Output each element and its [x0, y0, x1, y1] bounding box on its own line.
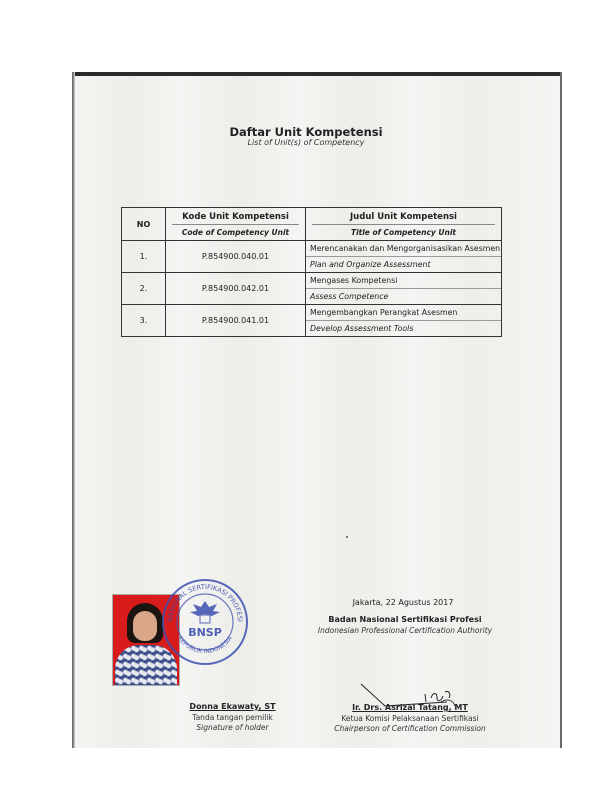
bnsp-seal-stamp [160, 577, 250, 667]
document-title: Daftar Unit Kompetensi [229, 125, 383, 139]
header-title-label: Judul Unit Kompetensi [312, 210, 495, 225]
table-row [122, 241, 502, 273]
row-code: P.854900.041.01 [166, 305, 306, 337]
row-no: 3. [122, 305, 166, 337]
header-no: NO [122, 208, 166, 241]
table-row [122, 305, 502, 337]
chairperson-title-en: Chairperson of Certification Commission [334, 724, 486, 733]
issuer-name: Badan Nasional Sertifikasi Profesi [328, 615, 482, 624]
table-row [122, 273, 502, 305]
row-title-en: Plan and Organize Assessment [310, 260, 431, 269]
holder-name: Donna Ekawaty, ST [189, 702, 276, 711]
photo-face [133, 611, 157, 641]
row-title-cell [306, 241, 502, 273]
row-title: Mengembangkan Perangkat Asesmen [306, 305, 501, 321]
competency-table [121, 207, 502, 337]
seal-center-text: BNSP [188, 626, 222, 639]
signature-stroke [425, 691, 450, 702]
issuer-name-en: Indonesian Professional Certification Authority [317, 626, 493, 635]
chairperson-title: Ketua Komisi Pelaksanaan Sertifikasi [341, 714, 479, 723]
table-header-row [122, 208, 502, 241]
garuda-emblem-icon [190, 601, 220, 623]
scan-edge-right [560, 72, 562, 748]
row-code: P.854900.042.01 [166, 273, 306, 305]
issue-city-date: Jakarta, 22 Agustus 2017 [352, 598, 454, 607]
header-title [306, 208, 502, 241]
header-code-label-en: Code of Competency Unit [181, 227, 290, 237]
chairperson-name: Ir. Drs. Asrizal Tatang, MT [352, 703, 468, 712]
header-title-label-en: Title of Competency Unit [350, 227, 457, 237]
row-code: P.854900.040.01 [166, 241, 306, 273]
row-title: Merencanakan dan Mengorganisasikan Asesmen [306, 241, 501, 257]
scan-speck [346, 536, 348, 538]
seal-top-text: NASIONAL SERTIFIKASI PROFESI [165, 582, 245, 623]
row-title-cell [306, 305, 502, 337]
holder-signature-label: Tanda tangan pemilik [192, 713, 273, 722]
seal-bottom-text: REPUBLIK INDONESIA [176, 635, 234, 656]
row-title: Mengases Kompetensi [306, 273, 501, 289]
row-title-en: Develop Assessment Tools [310, 324, 414, 333]
row-no: 2. [122, 273, 166, 305]
row-no: 1. [122, 241, 166, 273]
holder-signature-label-en: Signature of holder [196, 723, 269, 732]
row-title-cell [306, 273, 502, 305]
header-code-label: Kode Unit Kompetensi [172, 210, 299, 225]
header-code [166, 208, 306, 241]
row-title-en: Assess Competence [310, 292, 389, 301]
document-subtitle: List of Unit(s) of Competency [247, 138, 365, 147]
